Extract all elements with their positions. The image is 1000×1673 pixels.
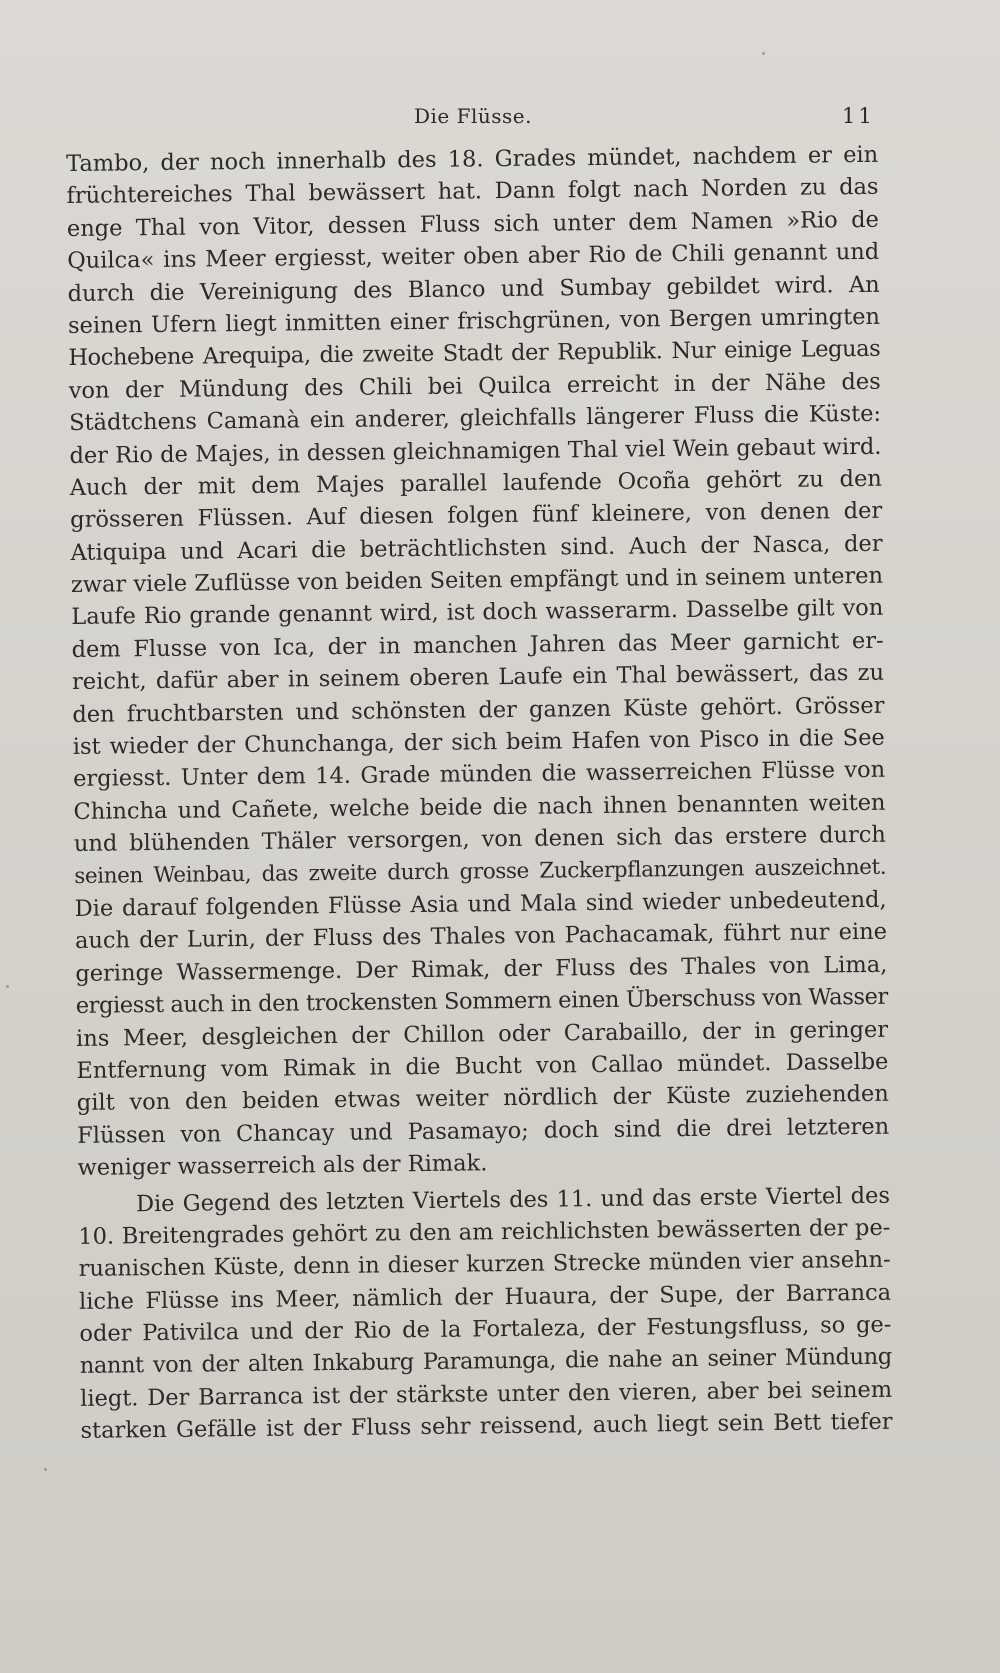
text-line: der Rio de Majes, in dessen gleichnamigen Thal viel Wein gebaut wird. bbox=[69, 433, 882, 469]
text-line: Entfernung vom Rimak in die Bucht von Callao mündet. Dasselbe bbox=[76, 1048, 889, 1084]
text-line: Die darauf folgenden Flüsse Asia und Mala sind wieder unbedeutend, bbox=[74, 886, 887, 922]
chapter-title: Die Flüsse. bbox=[414, 104, 532, 128]
text-line: ergiesst. Unter dem 14. Grade münden die wasserreichen Flüsse von bbox=[73, 757, 886, 793]
text-line: Quilca« ins Meer ergiesst, weiter oben aber Rio de Chili genannt und bbox=[67, 238, 880, 275]
text-line: seinen Ufern liegt inmitten einer frischgrünen, von Bergen umringten bbox=[67, 303, 881, 339]
text-line: Chincha und Cañete, welche beide die nach ihnen benannten weiten bbox=[73, 789, 886, 825]
text-line: Laufe Rio grande genannt wird, ist doch wasserarm. Dasselbe gilt von bbox=[71, 595, 884, 631]
text-line: weniger wasserreich als der Rimak. bbox=[77, 1150, 488, 1182]
text-line: Tambo, der noch innerhalb des 18. Grades mündet, nachdem er ein bbox=[66, 141, 879, 177]
text-line: früchtereiches Thal bewässert hat. Dann folgt nach Norden zu das bbox=[66, 174, 879, 210]
body-text bbox=[66, 139, 893, 1448]
text-line: Flüssen von Chancay und Pasamayo; doch sind die drei letzteren bbox=[77, 1113, 890, 1149]
text-line: liche Flüsse ins Meer, nämlich der Huaura, der Supe, der Barranca bbox=[78, 1279, 892, 1315]
text-line: ruanischen Küste, denn in dieser kurzen Strecke münden vier ansehn- bbox=[78, 1246, 891, 1283]
paper-speck bbox=[6, 985, 9, 988]
text-line: auch der Lurin, der Fluss des Thales von Pachacamak, führt nur eine bbox=[74, 919, 888, 955]
text-line: gilt von den beiden etwas weiter nördlich der Küste zuziehenden bbox=[76, 1081, 889, 1117]
text-line: seinen Weinbau, das zweite durch grosse Zuckerpflanzungen auszeichnet. bbox=[74, 854, 887, 889]
paper-speck bbox=[44, 1468, 47, 1471]
text-line: geringe Wassermenge. Der Rimak, der Fluss des Thales von Lima, bbox=[75, 951, 888, 987]
text-line: Städtchens Camanà ein anderer, gleichfalls längerer Fluss die Küste: bbox=[68, 400, 882, 437]
text-line: durch die Vereinigung des Blanco und Sumbay gebildet wird. An bbox=[67, 271, 880, 307]
paper-speck bbox=[762, 52, 765, 55]
text-line: liegt. Der Barranca ist der stärkste unter den vieren, aber bei seinem bbox=[80, 1376, 893, 1412]
text-line: oder Pativilca und der Rio de la Fortaleza, der Festungsfluss, so ge- bbox=[79, 1311, 892, 1347]
text-line: dem Flusse von Ica, der in manchen Jahren das Meer garnicht er- bbox=[71, 627, 884, 663]
text-line: den fruchtbarsten und schönsten der ganzen Küste gehört. Grösser bbox=[72, 692, 885, 728]
text-line: ist wieder der Chunchanga, der sich beim Hafen von Pisco in die See bbox=[72, 724, 885, 760]
page-number: 11 bbox=[842, 104, 875, 128]
text-line: starken Gefälle ist der Fluss sehr reissend, auch liegt sein Bett tiefer bbox=[80, 1408, 893, 1445]
text-line: enge Thal von Vitor, dessen Fluss sich unter dem Namen »Rio de bbox=[66, 206, 880, 242]
text-line: Atiquipa und Acari die beträchtlichsten sind. Auch der Nasca, der bbox=[70, 530, 883, 566]
text-line: reicht, dafür aber in seinem oberen Laufe ein Thal bewässert, das zu bbox=[71, 660, 885, 696]
text-line: Auch der mit dem Majes parallel laufende Ocoña gehört zu den bbox=[69, 465, 882, 501]
text-line: 10. Breitengrades gehört zu den am reichlichsten bewässerten der pe- bbox=[78, 1214, 891, 1250]
text-line: nannt von der alten Inkaburg Paramunga, die nahe an seiner Mündung bbox=[79, 1344, 892, 1380]
text-line: zwar viele Zuflüsse von beiden Seiten empfängt und in seinem unteren bbox=[70, 562, 884, 599]
text-line: und blühenden Thäler versorgen, von denen sich das erstere durch bbox=[73, 821, 886, 858]
text-line: grösseren Flüssen. Auf diesen folgen fünf kleinere, von denen der bbox=[70, 498, 883, 534]
text-line: Die Gegend des letzten Viertels des 11. und das erste Viertel des bbox=[135, 1182, 891, 1217]
text-line: ins Meer, desgleichen der Chillon oder Carabaillo, der in geringer bbox=[75, 1016, 889, 1052]
text-line: ergiesst auch in den trockensten Sommern einen Überschuss von Wasser bbox=[75, 983, 888, 1020]
running-head bbox=[0, 104, 1000, 134]
text-line: Hochebene Arequipa, die zweite Stadt der Republik. Nur einige Leguas bbox=[68, 336, 881, 372]
text-line: von der Mündung des Chili bei Quilca erreicht in der Nähe des bbox=[68, 368, 881, 404]
